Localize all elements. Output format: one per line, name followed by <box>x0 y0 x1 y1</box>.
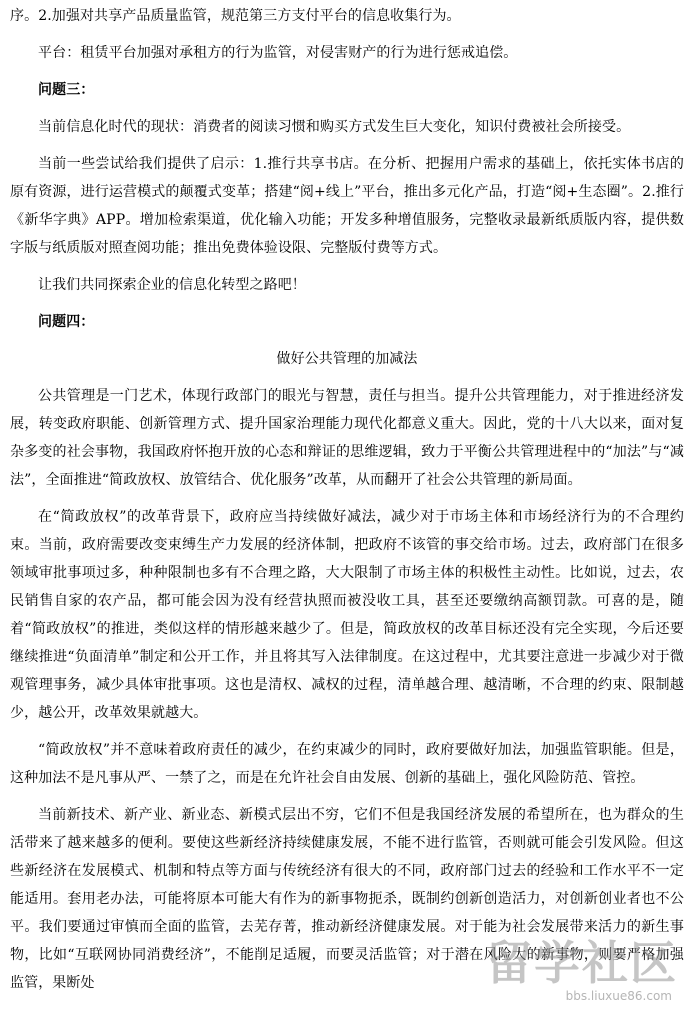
heading-question-three: 问题三： <box>38 82 95 98</box>
essay-paragraph-intro: 公共管理是一门艺术，体现行政部门的眼光与智慧，责任与担当。提升公共管理能力，对于推进经济发展，转变政府职能、创新管理方式、提升国家治理能力现代化都意义重大。因此，党的十八大以来，面对复杂多变的社会事物，我国政府怀抱开放的心态和辩证的思维逻辑，致力于平衡公共管理进程中的“加法”与“减法”，全面推进“简政放权、放管结合、优化服务”改革，从而翻开了社会公共管理的新局面。 <box>10 388 684 488</box>
paragraph-inspirations: 当前一些尝试给我们提供了启示：1.推行共享书店。在分析、把握用户需求的基础上，依托实体书店的原有资源，进行运营模式的颠覆式变革；搭建“阅+线上”平台，推出多元化产品，打造“阅+生态圈”。2.推行《新华字典》APP。增加检索渠道，优化输入功能；开发多种增值服务，完整收录最新纸质版内容，提供数字版与纸质版对照查阅功能；推出免费体验设限、完整版付费等方式。 <box>10 156 684 256</box>
paragraph-information-era-status: 当前信息化时代的现状：消费者的阅读习惯和购买方式发生巨大变化，知识付费被社会所接受。 <box>38 119 631 135</box>
paragraph-platform-solution: 平台：租赁平台加强对承租方的行为监管，对侵害财产的行为进行惩戒追偿。 <box>38 45 518 61</box>
watermark-logo: 留学社区 <box>486 936 678 990</box>
essay-title: 做好公共管理的加减法 <box>276 351 418 367</box>
watermark-url: bbs.liuxue86.com <box>565 989 672 1003</box>
heading-question-four: 问题四： <box>38 314 95 330</box>
essay-paragraph-new-economy: 当前新技术、新产业、新业态、新模式层出不穷，它们不但是我国经济发展的希望所在，也为群众的生活带来了越来越多的便利。要使这些新经济持续健康发展，不能不进行监管，否则就可能会引发风险。但这些新经济在发展模式、机制和特点等方面与传统经济有很大的不同，政府部门过去的经验和工作水平不一定能适用。套用老办法，可能将原本可能大有作为的新事物扼杀，既制约创新创造活力，对创新创业者也不公平。我们要通过审慎而全面的监管，去芜存菁，推动新经济健康发展。对于能为社会发展带来活力的新生事物，比如“互联网协同消费经济”，不能削足适履，而要灵活监管；对于潜在风险大的新事物，则要严格加强监管，果断处 <box>10 807 684 991</box>
paragraph-solution-continuation: 序。2.加强对共享产品质量监管，规范第三方支付平台的信息收集行为。 <box>10 8 461 24</box>
essay-paragraph-addition: “简政放权”并不意味着政府责任的减少，在约束减少的同时，政府要做好加法，加强监管职能。但是，这种加法不是凡事从严、一禁了之，而是在允许社会自由发展、创新的基础上，强化风险防范、管控。 <box>10 742 684 786</box>
paragraph-call-to-action: 让我们共同探索企业的信息化转型之路吧！ <box>38 277 306 293</box>
essay-paragraph-subtraction: 在“简政放权”的改革背景下，政府应当持续做好减法，减少对于市场主体和市场经济行为的不合理约束。当前，政府需要改变束缚生产力发展的经济体制，把政府不该管的事交给市场。过去，政府部门在很多领域审批事项过多，种种限制也多有不合理之路，大大限制了市场主体的积极性主动性。比如说，过去，农民销售自家的农产品，都可能会因为没有经营执照而被没收工具，甚至还要缴纳高额罚款。可喜的是，随着“简政放权”的推进，类似这样的情形越来越少了。但是，简政放权的改革目标还没有完全实现，今后还要继续推进“负面清单”制定和公开工作，并且将其写入法律制度。在这过程中，尤其要注意进一步减少对于微观管理事务，减少具体审批事项。这也是清权、减权的过程，清单越合理、越清晰，不合理的约束、限制越少，越公开，改革效果就越大。 <box>10 509 684 721</box>
